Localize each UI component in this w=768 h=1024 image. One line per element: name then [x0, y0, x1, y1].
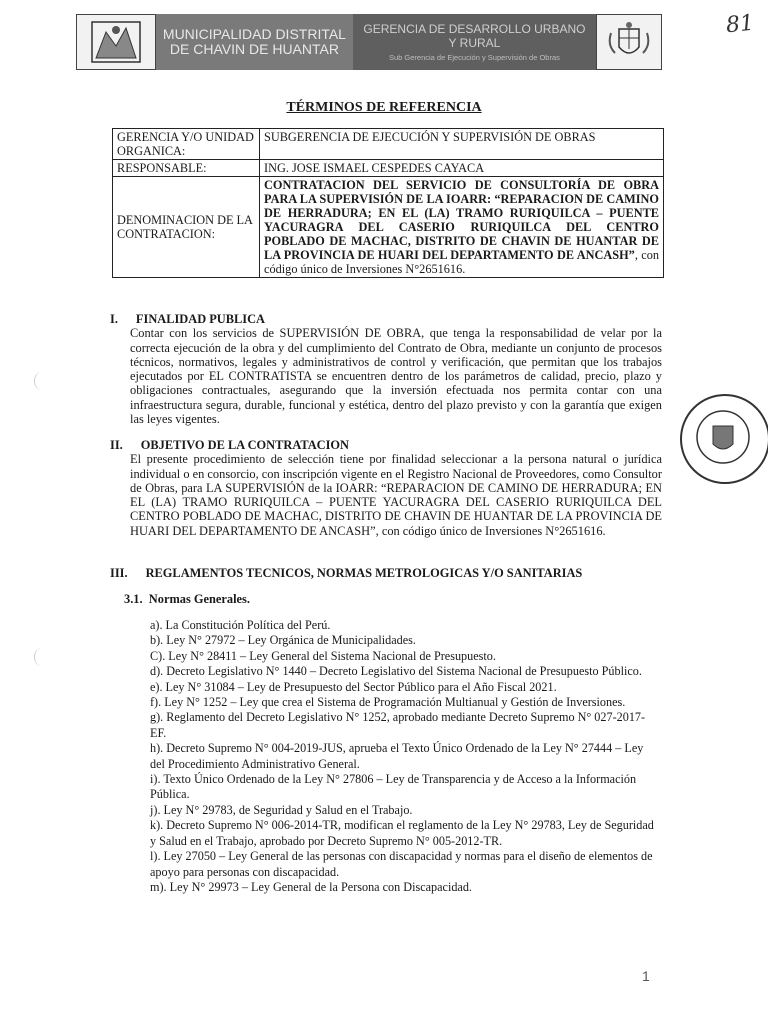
approval-seal-stamp: [680, 394, 768, 484]
list-item: l). Ley 27050 – Ley General de las personas con discapacidad y normas para el diseño de elementos de apoyo para personas con discapacidad.: [150, 849, 653, 879]
table-row: [113, 177, 664, 278]
contract-code: , con código único de Inversiones N°2651616.: [264, 248, 659, 276]
office-block: [353, 14, 596, 70]
subsection-heading: [124, 592, 250, 607]
list-item: d). Decreto Legislativo N° 1440 – Decreto Legislativo del Sistema Nacional de Presupuesto Público.: [150, 664, 642, 679]
contract-title-bold: CONTRATACION DEL SERVICIO DE CONSULTORÍA DE OBRA PARA LA SUPERVISIÓN DE LA IOARR: “REPARACION DE CAMINO DE HERRADURA; EN EL (LA) TRAMO RURIQUILCA – PUENTE YACURAGRA DEL CASERIO RURIQUILCA DEL CENTRO POBLADO DE MACHAC, DISTRITO DE CHAVIN DE HUANTAR DE LA PROVINCIA DE HUARI DEL DEPARTAMENTO DE ANCASH”: [264, 178, 659, 262]
municipal-crest-logo: [76, 14, 156, 70]
subsection-number: 3.1.: [124, 592, 143, 606]
row-label: GERENCIA Y/O UNIDAD ORGANICA:: [113, 129, 260, 160]
row-label: RESPONSABLE:: [113, 160, 260, 177]
peru-coat-of-arms-logo: [596, 14, 662, 70]
list-item: h). Decreto Supremo N° 004-2019-JUS, aprueba el Texto Único Ordenado de la Ley N° 27444 – Ley del Procedimiento Administrativo General.: [150, 741, 644, 771]
section-heading: REGLAMENTOS TECNICOS, NORMAS METROLOGICAS Y/O SANITARIAS: [145, 566, 583, 580]
punch-hole-mark: [34, 372, 49, 390]
section-finalidad: [110, 312, 662, 426]
row-value: ING. JOSE ISMAEL CESPEDES CAYACA: [260, 160, 664, 177]
list-item: i). Texto Único Ordenado de la Ley N° 27806 – Ley de Transparencia y de Acceso a la Información Pública.: [150, 772, 637, 802]
section-number: I.: [110, 312, 118, 326]
office-name: GERENCIA DE DESARROLLO URBANO Y RURAL: [363, 22, 586, 50]
section-heading: FINALIDAD PUBLICA: [135, 312, 266, 326]
document-title: TÉRMINOS DE REFERENCIA: [286, 100, 482, 115]
list-item: b). Ley N° 27972 – Ley Orgánica de Municipalidades.: [150, 633, 416, 648]
row-value: SUBGERENCIA DE EJECUCIÓN Y SUPERVISIÓN DE OBRAS: [260, 129, 664, 160]
letterhead-banner: [76, 14, 662, 70]
table-row: [113, 160, 664, 177]
section-body: El presente procedimiento de selección tiene por finalidad seleccionar a la persona natural o jurídica individual o en consorcio, con inscripción vigente en el Registro Nacional de Proveedores, como Consultor de Obras, para LA SUPERVISIÓN de la IOARR: “REPARACION DE CAMINO DE HERRADURA; EN EL (LA) TRAMO RURIQUILCA – PUENTE YACURAGRA DEL CASERIO RURIQUILCA DEL CENTRO POBLADO DE MACHAC, DISTRITO DE CHAVIN DE HUANTAR DE LA PROVINCIA DE HUARI DEL DEPARTAMENTO DE ANCASH”, con código único de Inversiones N°2651616.: [130, 452, 662, 538]
section-objetivo: [110, 438, 662, 538]
table-row: [113, 129, 664, 160]
section-heading: OBJETIVO DE LA CONTRATACION: [140, 438, 349, 452]
handwritten-folio-number: 81: [724, 10, 756, 39]
list-item: k). Decreto Supremo N° 006-2014-TR, modifican el reglamento de la Ley N° 29783, Ley de Seguridad y Salud en el Trabajo, aprobado por Decreto Supremo N° 005-2012-TR.: [150, 818, 654, 848]
section-number: II.: [110, 438, 123, 452]
municipality-name: MUNICIPALIDAD DISTRITAL DE CHAVIN DE HUANTAR: [156, 14, 353, 70]
norms-list: [150, 618, 660, 895]
suboffice-name: Sub Gerencia de Ejecución y Supervisión de Obras: [388, 53, 560, 62]
section-body: Contar con los servicios de SUPERVISIÓN DE OBRA, que tenga la responsabilidad de velar por la correcta ejecución de la obra y del cumplimiento del Contrato de Obra, mediante un conjunto de procesos técnicos, normativos, legales y administrativos de control y verificación, que permitan que los trabajos ejecutados por EL CONTRATISTA se encuentren dentro de los parámetros de calidad, precio, plazo y obligaciones contractuales, asegurando que la inversión efectuada nos permita contar con una infraestructura segura, durable, funcional y estética, dentro del plazo previsto y con la garantía que exigen las leyes vigentes.: [130, 326, 662, 427]
list-item: C). Ley N° 28411 – Ley General del Sistema Nacional de Presupuesto.: [150, 648, 496, 663]
contract-description: [260, 177, 664, 278]
punch-hole-mark: [34, 648, 49, 666]
page-number: 1: [642, 968, 650, 984]
list-item: g). Reglamento del Decreto Legislativo N° 1252, aprobado mediante Decreto Supremo N° 027-2017-EF.: [150, 710, 646, 740]
list-item: j). Ley N° 29783, de Seguridad y Salud en el Trabajo.: [150, 802, 413, 817]
section-number: III.: [110, 566, 128, 580]
info-table: [112, 128, 664, 278]
section-reglamentos: [110, 566, 662, 580]
row-label: DENOMINACION DE LA CONTRATACION:: [113, 177, 260, 278]
subsection-title: Normas Generales.: [148, 592, 250, 606]
list-item: f). Ley N° 1252 – Ley que crea el Sistema de Programación Multianual y Gestión de Inversiones.: [150, 695, 626, 710]
list-item: e). Ley N° 31084 – Ley de Presupuesto del Sector Público para el Año Fiscal 2021.: [150, 679, 557, 694]
list-item: a). La Constitución Política del Perú.: [150, 618, 331, 632]
list-item: m). Ley N° 29973 – Ley General de la Persona con Discapacidad.: [150, 879, 472, 894]
